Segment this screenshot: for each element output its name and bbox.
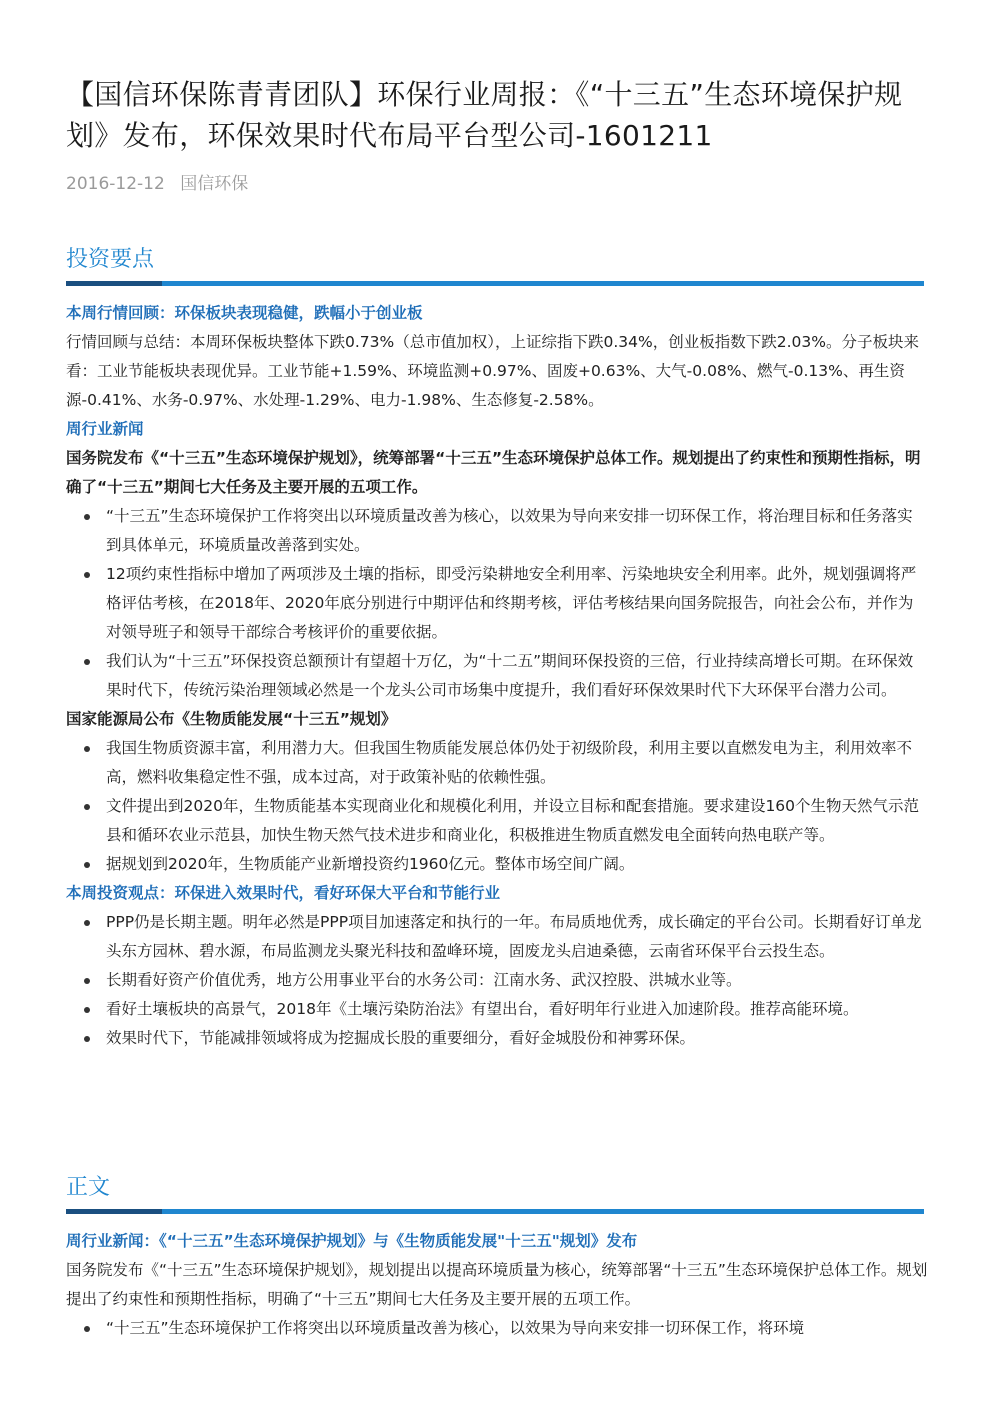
list-item: 我们认为“十三五”环保投资总额预计有望超十万亿，为“十二五”期间环保投资的三倍，行业持续高增长可期。在环保效果时代下，传统污染治理领域必然是一个龙头公司市场集中度提升，我们看好环保效果时代下大环保平台潜力公司。 [66,647,928,705]
section-divider-accent [66,1209,162,1214]
list-item: 文件提出到2020年，生物质能基本实现商业化和规模化利用，并设立目标和配套措施。要求建设160个生物天然气示范县和循环农业示范县，加快生物天然气技术进步和商业化，积极推进生物质直燃发电全面转向热电联产等。 [66,792,928,850]
energy-news-list [66,734,928,879]
industry-news-heading: 周行业新闻 [66,420,144,438]
bullet-icon [84,746,90,752]
market-review-text: 行情回顾与总结：本周环保板块整体下跌0.73%（总市值加权），上证综指下跌0.34%，创业板指数下跌2.03%。分子板块来看：工业节能板块表现优异。工业节能+1.59%、环境监测+0.97%、固废+0.63%、大气-0.08%、燃气-0.13%、再生资源-0.41%、水务-0.97%、水处理-1.29%、电力-1.98%、生态修复-2.58%。 [66,333,919,409]
views-list [66,908,928,1053]
bullet-icon [84,920,90,926]
list-item: 12项约束性指标中增加了两项涉及土壤的指标，即受污染耕地安全利用率、污染地块安全利用率。此外，规划强调将严格评估考核，在2018年、2020年底分别进行中期评估和终期考核，评估考核结果向国务院报告，向社会公布，并作为对领导班子和领导干部综合考核评价的重要依据。 [66,560,928,647]
section-highlights-title: 投资要点 [66,247,155,272]
report-title: 【国信环保陈青青团队】环保行业周报：《“十三五”生态环境保护规划》发布，环保效果时代布局平台型公司-1601211 [66,78,903,152]
body-news-heading: 周行业新闻：《“十三五”生态环境保护规划》与《生物质能发展"十三五"规划》发布 [66,1232,638,1250]
section-divider-accent [66,281,162,286]
section-divider [66,281,924,286]
bullet-icon [84,1326,90,1332]
section-body-header [66,1173,924,1214]
report-meta [66,172,258,196]
bullet-icon [84,659,90,665]
list-item: 效果时代下，节能减排领域将成为挖掘成长股的重要细分，看好金城股份和神雾环保。 [66,1024,928,1053]
energy-news-lead: 国家能源局公布《生物质能发展“十三五”规划》 [66,710,397,728]
list-item: 长期看好资产价值优秀，地方公用事业平台的水务公司：江南水务、武汉控股、洪城水业等。 [66,966,928,995]
bullet-icon [84,572,90,578]
bullet-icon [84,978,90,984]
industry-news-list [66,502,928,705]
list-item: 看好土壤板块的高景气，2018年《土壤污染防治法》有望出台，看好明年行业进入加速阶段。推荐高能环境。 [66,995,928,1024]
bullet-icon [84,862,90,868]
industry-news-lead: 国务院发布《“十三五”生态环境保护规划》，统筹部署“十三五”生态环境保护总体工作。规划提出了约束性和预期性指标，明确了“十三五”期间七大任务及主要开展的五项工作。 [66,449,921,496]
bullet-icon [84,1007,90,1013]
section-body-title: 正文 [66,1175,111,1200]
list-item: “十三五”生态环境保护工作将突出以环境质量改善为核心，以效果为导向来安排一切环保工作，将环境 [66,1314,928,1343]
market-review-heading: 本周行情回顾：环保板块表现稳健，跌幅小于创业板 [66,304,423,322]
section-highlights-header [66,245,924,286]
body-news-text: 国务院发布《“十三五”生态环境保护规划》，规划提出以提高环境质量为核心，统筹部署“十三五”生态环境保护总体工作。规划提出了约束性和预期性指标，明确了“十三五”期间七大任务及主要开展的五项工作。 [66,1261,928,1308]
body-content [66,1227,928,1343]
bullet-icon [84,804,90,810]
list-item: 我国生物质资源丰富，利用潜力大。但我国生物质能发展总体仍处于初级阶段，利用主要以直燃发电为主，利用效率不高，燃料收集稳定性不强，成本过高，对于政策补贴的依赖性强。 [66,734,928,792]
body-news-list [66,1314,928,1343]
report-date: 2016-12-12 [66,174,165,194]
bullet-icon [84,514,90,520]
section-divider [66,1209,924,1214]
report-source: 国信环保 [180,174,249,194]
list-item: PPP仍是长期主题。明年必然是PPP项目加速落定和执行的一年。布局质地优秀，成长确定的平台公司。长期看好订单龙头东方园林、碧水源，布局监测龙头聚光科技和盈峰环境，固废龙头启迪桑德，云南省环保平台云投生态。 [66,908,928,966]
views-heading: 本周投资观点：环保进入效果时代，看好环保大平台和节能行业 [66,884,501,902]
list-item: “十三五”生态环境保护工作将突出以环境质量改善为核心，以效果为导向来安排一切环保工作，将治理目标和任务落实到具体单元，环境质量改善落到实处。 [66,502,928,560]
bullet-icon [84,1036,90,1042]
list-item: 据规划到2020年，生物质能产业新增投资约1960亿元。整体市场空间广阔。 [66,850,928,879]
highlights-content [66,299,928,1053]
